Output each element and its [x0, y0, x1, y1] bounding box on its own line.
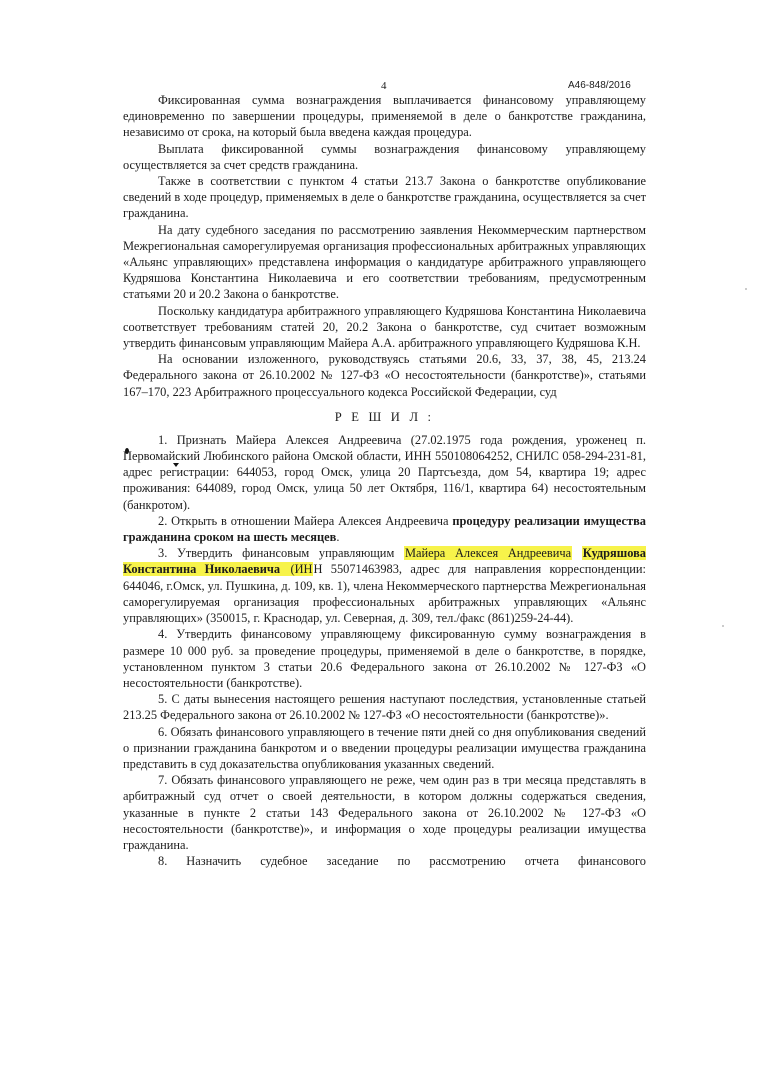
decision-item-3: [123, 545, 646, 626]
decision-item-6: 6. Обязать финансового управляющего в течение пяти дней со дня опубликования сведений о признании гражданина банкротом и о введении процедуры реализации имущества гражданина представить в суд доказательства опубликования указанных сведений.: [123, 724, 646, 771]
decision-item-1: 1. Признать Майера Алексея Андреевича (27.02.1975 года рождения, уроженец п. Первомайский Любинского района Омской области, ИНН 550108064252, СНИЛС 058-294-231-81, адрес регистрации: 644053, город Омск, улица 20 Партсъезда, дом 54, квартира 19; адрес проживания: 644089, город Омск, улица 50 лет Октября, 116/1, квартира 64) несостоятельным (банкротом).: [123, 432, 646, 512]
paragraph: Также в соответствии с пунктом 4 статьи 213.7 Закона о банкротстве опубликование сведений в ходе процедур, применяемых в деле о банкротстве гражданина, осуществляется за счет гражданина.: [123, 174, 646, 221]
paragraph: Фиксированная сумма вознаграждения выплачивается финансовому управляющему единовременно по завершении процедуры, применяемой в деле о банкротстве гражданина, независимо от срока, на который была введена каждая процедура.: [123, 93, 646, 140]
item-2-bold-text: процедуру реализации имущества гражданина сроком на шесть месяцев: [123, 513, 646, 545]
highlighted-debtor-name: Майера Алексея Андреевича: [404, 546, 572, 561]
item-2-end: .: [336, 530, 340, 545]
paper-speck: [745, 288, 747, 290]
paper-speck: [722, 625, 724, 627]
decision-item-2: [123, 513, 646, 545]
paragraph: Выплата фиксированной суммы вознаграждения финансовому управляющему осуществляется за счет средств гражданина.: [123, 141, 646, 172]
highlighted-inn-start: (ИН: [282, 562, 313, 577]
item-2-text: 2. Открыть в отношении Майера Алексея Андреевича: [158, 513, 453, 528]
page-number: 4: [381, 80, 387, 92]
paragraph: Поскольку кандидатура арбитражного управляющего Кудряшова Константина Николаевича соответствует требованиям статей 20, 20.2 Закона о банкротстве, суд считает возможным утвердить финансовым управляющим Майера А.А. арбитражного управляющего Кудряшова К.Н.: [123, 303, 646, 351]
item-3-text: 3. Утвердить финансовым управляющим: [158, 546, 404, 561]
decision-title: Р Е Ш И Л :: [334, 409, 435, 424]
document-body: [123, 92, 646, 869]
case-number: А46-848/2016: [568, 80, 631, 91]
decision-item-8: 8. Назначить судебное заседание по рассмотрению отчета финансового: [158, 854, 646, 869]
decision-item-7: 7. Обязать финансового управляющего не реже, чем один раз в три месяца представлять в арбитражный суд отчет о своей деятельности, в котором должны содержаться сведения, указанные в пункте 2 статьи 143 Федерального закона от 26.10.2002 № 127-ФЗ «О несостоятельности (банкротстве)», и информация о ходе процедуры реализации имущества гражданина.: [123, 773, 646, 852]
paragraph: На основании изложенного, руководствуясь статьями 20.6, 33, 37, 38, 45, 213.24 Федерального закона от 26.10.2002 № 127-ФЗ «О несостоятельности (банкротстве)», статьями 167–170, 223 Арбитражного процессуального кодекса Российской Федерации, суд: [123, 352, 646, 399]
item-3-rest: Н 55071463983, адрес для направления корреспонденции: 644046, г.Омск, ул. Пушкина, д. 109, кв. 1), члена Некоммерческого партнерства Межрегиональная саморегулируемая организация профессиональных арбитражных управляющих «Альянс управляющих» (350015, г. Краснодар, ул. Северная, д. 309, тел./факс (861)259-24-44).: [123, 562, 646, 626]
paragraph: На дату судебного заседания по рассмотрению заявления Некоммерческим партнерством Межрегиональная саморегулируемая организация профессиональных арбитражных управляющих «Альянс управляющих» представлена информация о кандидатуре арбитражного управляющего Кудряшова Константина Николаевича и его соответствии требованиям, предусмотренным статьями 20 и 20.2 Закона о банкротстве.: [123, 222, 646, 302]
decision-item-5: 5. С даты вынесения настоящего решения наступают последствия, установленные статьей 213.25 Федерального закона от 26.10.2002 № 127-ФЗ «О несостоятельности (банкротстве)».: [123, 692, 646, 723]
decision-item-4: 4. Утвердить финансовому управляющему фиксированную сумму вознаграждения в размере 10 000 руб. за проведение процедуры, применяемой в деле о банкротстве, в порядке, установленном пунктом 3 статьи 20.6 Федерального закона от 26.10.2002 № 127-ФЗ «О несостоятельности (банкротстве).: [123, 627, 646, 690]
highlighted-manager-name: Кудряшова Константина Николаевича: [123, 546, 646, 577]
